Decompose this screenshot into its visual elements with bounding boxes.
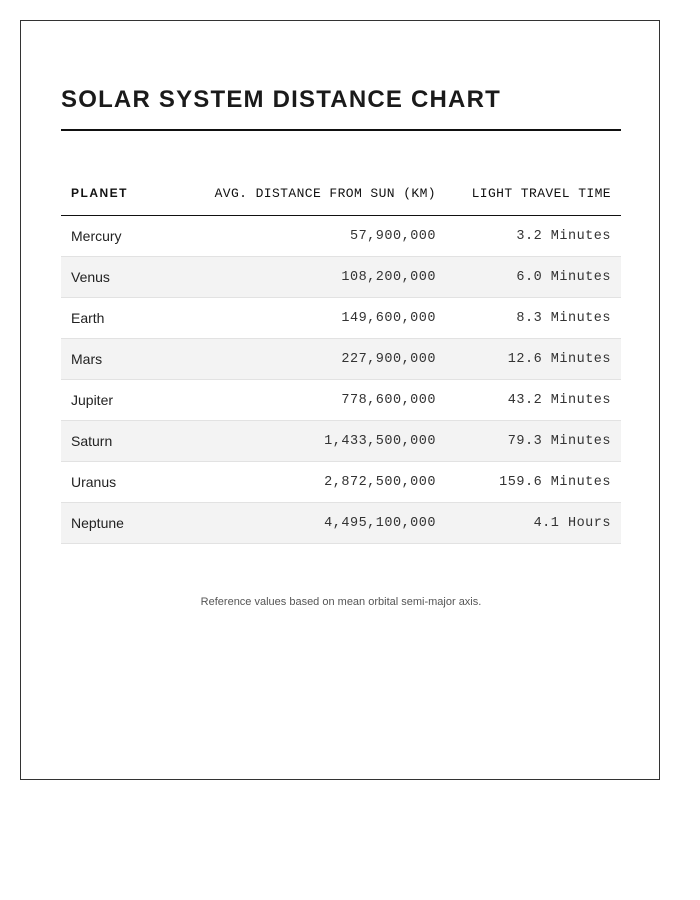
planet-distance: 108,200,000 <box>176 257 446 298</box>
header-distance: AVG. DISTANCE FROM SUN (KM) <box>176 171 446 216</box>
table-row <box>61 462 621 503</box>
planet-name: Uranus <box>61 462 176 503</box>
planet-name: Mars <box>61 339 176 380</box>
planet-light-time: 3.2 Minutes <box>446 216 621 257</box>
planet-light-time: 159.6 Minutes <box>446 462 621 503</box>
header-light-time: LIGHT TRAVEL TIME <box>446 171 621 216</box>
planet-light-time: 4.1 Hours <box>446 503 621 544</box>
table-row <box>61 216 621 257</box>
planet-light-time: 6.0 Minutes <box>446 257 621 298</box>
page-title: SOLAR SYSTEM DISTANCE CHART <box>61 86 501 113</box>
table-row <box>61 339 621 380</box>
planet-distance: 1,433,500,000 <box>176 421 446 462</box>
planet-name: Neptune <box>61 503 176 544</box>
planet-name: Saturn <box>61 421 176 462</box>
planet-distance: 2,872,500,000 <box>176 462 446 503</box>
table-row <box>61 257 621 298</box>
planet-distance: 778,600,000 <box>176 380 446 421</box>
planet-distance: 57,900,000 <box>176 216 446 257</box>
planet-distance: 4,495,100,000 <box>176 503 446 544</box>
table-row <box>61 503 621 544</box>
planet-name: Venus <box>61 257 176 298</box>
planet-name: Earth <box>61 298 176 339</box>
planet-name: Jupiter <box>61 380 176 421</box>
table-row <box>61 421 621 462</box>
planet-light-time: 79.3 Minutes <box>446 421 621 462</box>
planet-light-time: 43.2 Minutes <box>446 380 621 421</box>
planet-distance: 227,900,000 <box>176 339 446 380</box>
document-card <box>20 20 660 780</box>
table-header-row <box>61 171 621 216</box>
planet-name: Mercury <box>61 216 176 257</box>
header-planet: PLANET <box>61 171 176 216</box>
table-row <box>61 380 621 421</box>
title-divider <box>61 129 621 131</box>
planet-distance: 149,600,000 <box>176 298 446 339</box>
planet-light-time: 12.6 Minutes <box>446 339 621 380</box>
distance-table <box>61 171 621 544</box>
planet-light-time: 8.3 Minutes <box>446 298 621 339</box>
table-row <box>61 298 621 339</box>
footnote: Reference values based on mean orbital semi-major axis. <box>200 596 482 608</box>
